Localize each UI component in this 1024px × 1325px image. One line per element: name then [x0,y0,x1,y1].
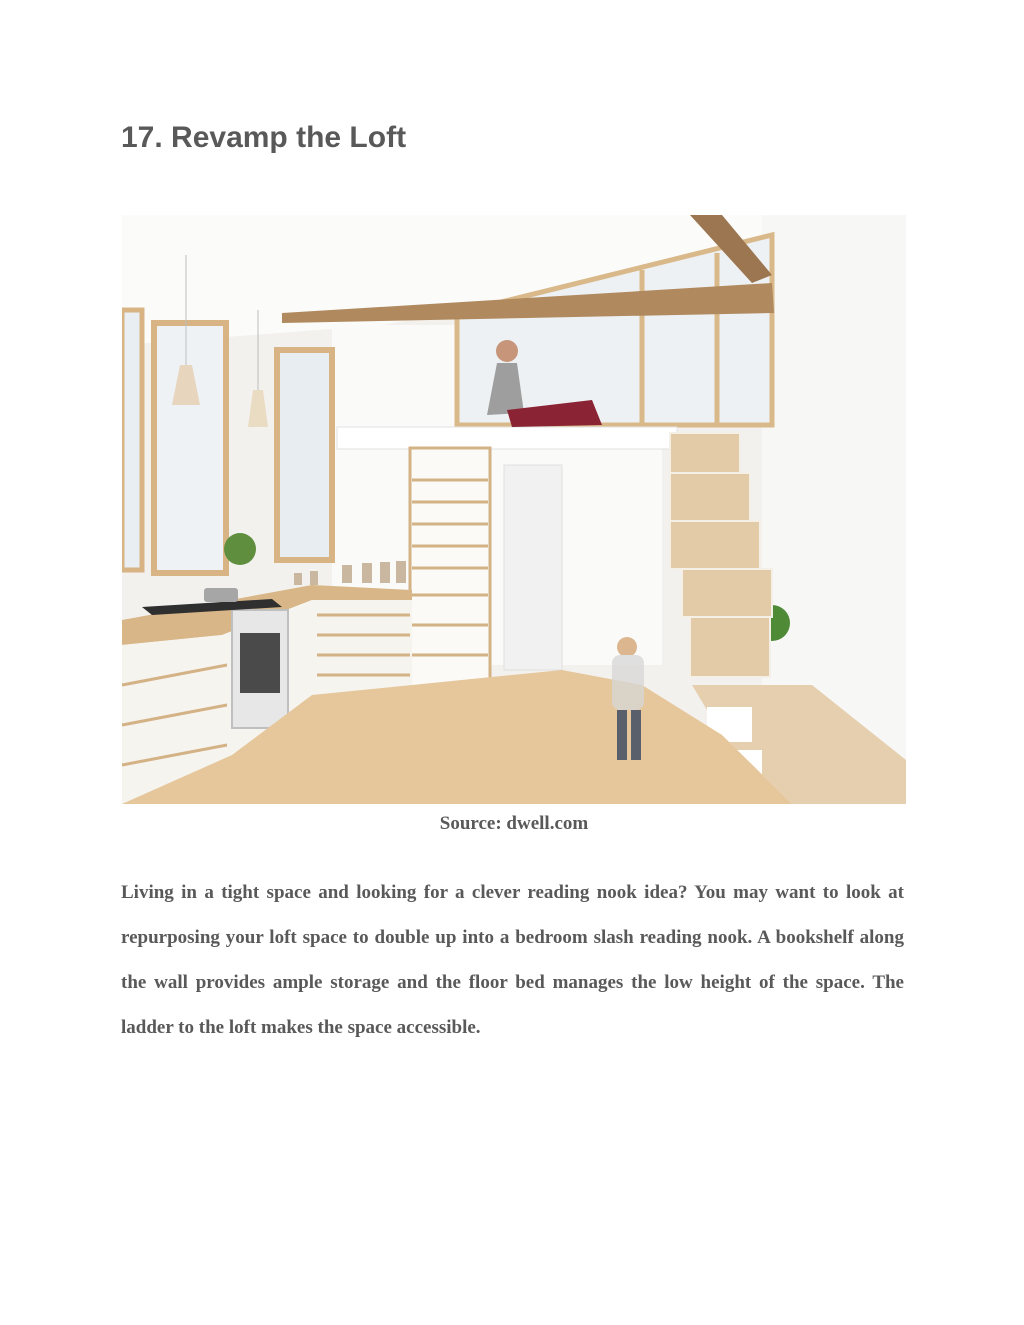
photo-caption: Source: dwell.com [439,813,589,834]
body-paragraph: Living in a tight space and looking for a clever reading nook idea? You may want to look at repurposing your loft space to double up into a bedroom slash reading nook. A bookshelf along the wall provides ample storage and the floor bed manages the low height of the space. The ladder to the loft makes the space accessible. [121,882,904,1038]
loft-kitchen-photo [122,215,906,804]
article-heading: 17. Revamp the Loft [121,121,407,154]
